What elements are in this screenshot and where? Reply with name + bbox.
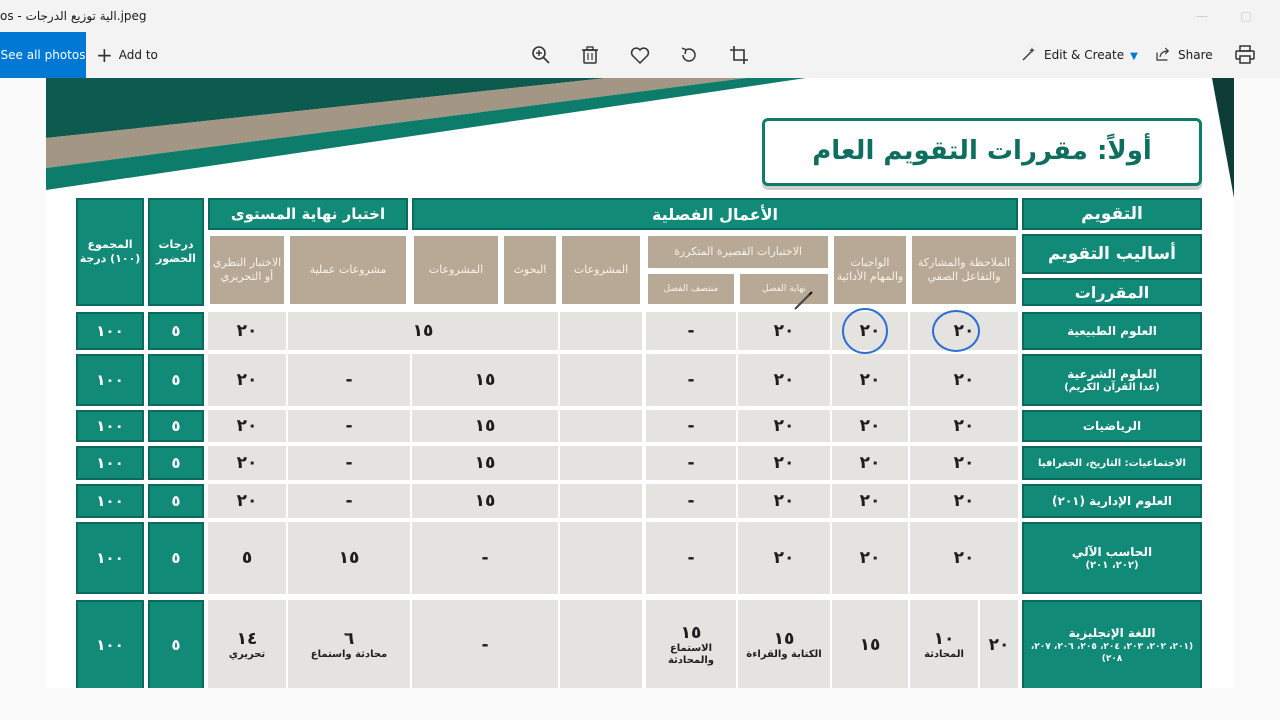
table-cell: ٢٠ — [208, 484, 286, 518]
table-cell — [646, 600, 736, 688]
cell-value: ١٠ — [933, 629, 955, 649]
table-cell: ٢٠ — [832, 354, 908, 406]
header-methods: أساليب التقويم — [1022, 234, 1202, 274]
table-cell: ١٥ — [412, 446, 558, 480]
toolbar — [0, 32, 1280, 78]
cell-value: ١٥ — [680, 623, 702, 643]
table-cell: ٥ — [148, 484, 204, 518]
title-bar — [0, 0, 1280, 32]
header-research: البحوث — [502, 234, 558, 306]
see-all-photos-button[interactable]: See all photos — [0, 32, 86, 78]
delete-icon[interactable] — [578, 43, 602, 67]
table-cell — [910, 600, 978, 688]
table-cell — [288, 600, 410, 688]
table-cell: ١٥ — [412, 410, 558, 442]
add-to-label: Add to — [118, 48, 158, 62]
maximize-icon[interactable]: ▢ — [1240, 9, 1252, 23]
decorative-corner — [1204, 78, 1234, 198]
table-cell: ٢٠ — [208, 446, 286, 480]
table-cell: ٥ — [148, 522, 204, 594]
header-projects-1: المشروعات — [560, 234, 642, 306]
table-cell: ٢٠ — [832, 312, 908, 350]
table-cell — [560, 446, 642, 480]
edit-create-icon — [1020, 45, 1038, 63]
print-icon[interactable] — [1233, 43, 1257, 67]
header-final-exam: اختبار نهاية المستوى — [208, 198, 408, 230]
header-theory-test: الاختبار النظري أو التحريري — [208, 234, 286, 306]
course-name: اللغة الإنجليزية — [1068, 625, 1156, 640]
cell-label: الكتابة والقراءة — [746, 649, 822, 660]
table-cell: - — [288, 410, 410, 442]
table-cell: ٢٠ — [208, 312, 286, 350]
table-cell — [560, 354, 642, 406]
decorative-bands — [46, 78, 806, 198]
course-sharia-sciences — [1022, 354, 1202, 406]
table-cell — [560, 410, 642, 442]
table-cell: ١٠٠ — [76, 354, 144, 406]
table-cell — [560, 600, 642, 688]
cell-value: ١٥ — [773, 629, 795, 649]
table-cell: ٢٠ — [910, 410, 1018, 442]
course-natural-sciences: العلوم الطبيعية — [1022, 312, 1202, 350]
table-cell — [560, 312, 642, 350]
table-cell: ٢٠ — [832, 410, 908, 442]
share-label: Share — [1178, 48, 1213, 62]
table-cell: - — [412, 522, 558, 594]
header-attendance: درجات الحضور — [148, 198, 204, 306]
table-cell: - — [412, 600, 558, 688]
table-cell: ٢٠ — [910, 312, 1018, 350]
cell-label: الاستماع والمحادثة — [667, 643, 714, 666]
table-cell: ٢٠ — [832, 484, 908, 518]
table-cell: ١٠٠ — [76, 312, 144, 350]
window-title: os - الية توزيع الدرجات.jpeg — [0, 9, 147, 23]
crop-icon[interactable] — [727, 43, 751, 67]
share-button[interactable] — [1154, 32, 1213, 78]
chevron-down-icon: ▼ — [1130, 51, 1138, 62]
table-cell: ١٠٠ — [76, 446, 144, 480]
table-cell: - — [646, 312, 736, 350]
table-cell: - — [646, 410, 736, 442]
table-cell: - — [646, 354, 736, 406]
rotate-icon[interactable] — [677, 43, 701, 67]
course-mathematics: الرياضيات — [1022, 410, 1202, 442]
cell-value: ١٤ — [236, 629, 258, 649]
table-cell: ١٠٠ — [76, 522, 144, 594]
ink-circle-annotation — [842, 308, 888, 354]
table-cell: ٢٠ — [910, 522, 1018, 594]
table-cell: ٥ — [148, 354, 204, 406]
table-cell: ٢٠ — [208, 354, 286, 406]
table-cell: ١٥ — [832, 600, 908, 688]
header-short-first: منتصف الفصل — [646, 272, 736, 306]
table-cell: ١٥ — [412, 354, 558, 406]
course-note: (٢٠١، ٢٠٢، ٢٠٣، ٢٠٤، ٢٠٥، ٢٠٦، ٢٠٧، ٢٠٨) — [1030, 641, 1194, 664]
table-cell: ٥ — [208, 522, 286, 594]
edit-create-label: Edit & Create — [1044, 48, 1125, 62]
table-cell: ٢٠ — [832, 522, 908, 594]
table-cell: - — [646, 522, 736, 594]
table-cell: ٥ — [148, 312, 204, 350]
course-name: العلوم الشرعية — [1067, 366, 1157, 381]
table-cell: ١٠٠ — [76, 484, 144, 518]
course-name: الحاسب الآلي — [1071, 544, 1153, 559]
header-total: المجموع (١٠٠) درجة — [76, 198, 144, 306]
table-cell-merged: ١٥ — [288, 312, 558, 350]
document-title-box — [762, 118, 1202, 186]
table-cell: - — [288, 484, 410, 518]
plus-icon: + — [96, 43, 113, 67]
cell-label: المحادثة — [924, 649, 964, 660]
pen-cursor-icon — [792, 290, 814, 312]
table-cell: ٢٠ — [738, 522, 830, 594]
header-short-tests: الاختبارات القصيرة المتكررة — [646, 234, 830, 270]
table-cell — [560, 484, 642, 518]
table-cell: ٢٠ — [832, 446, 908, 480]
header-courses: المقررات — [1022, 278, 1202, 306]
table-cell — [738, 600, 830, 688]
cell-value: ٦ — [343, 629, 355, 649]
course-note: (عدا القرآن الكريم) — [1064, 381, 1160, 393]
cell-label: تحريري — [228, 649, 266, 660]
table-cell: ٢٠ — [738, 354, 830, 406]
header-short-second: نهاية الفصل — [738, 272, 830, 306]
favorite-heart-icon[interactable] — [628, 43, 652, 67]
table-cell: ١٥ — [288, 522, 410, 594]
course-administrative-sciences: العلوم الإدارية (٢٠١) — [1022, 484, 1202, 518]
table-cell — [208, 600, 286, 688]
table-cell: ١٠٠ — [76, 600, 144, 688]
table-cell: - — [646, 446, 736, 480]
minimize-icon[interactable]: — — [1196, 9, 1208, 23]
table-cell: - — [646, 484, 736, 518]
table-cell: ٢٠ — [910, 484, 1018, 518]
document-title: أولاً: مقررات التقويم العام — [812, 136, 1152, 166]
header-homework: الواجبات والمهام الأدائية — [832, 234, 908, 306]
table-cell: ٢٠ — [910, 354, 1018, 406]
table-cell: ٢٠ — [738, 410, 830, 442]
course-social-studies: الاجتماعيات: التاريخ، الجغرافيا — [1022, 446, 1202, 480]
table-cell: ١٠٠ — [76, 410, 144, 442]
table-cell: - — [288, 446, 410, 480]
header-observation: الملاحظة والمشاركة والتفاعل الصفي — [910, 234, 1018, 306]
table-cell: ١٥ — [412, 484, 558, 518]
add-to-button[interactable] — [96, 32, 158, 78]
table-cell: ٢٠ — [980, 600, 1018, 688]
table-cell: ٥ — [148, 446, 204, 480]
table-cell: - — [288, 354, 410, 406]
header-taqweem: التقويم — [1022, 198, 1202, 230]
ink-circle-annotation — [932, 310, 980, 352]
table-cell: ٢٠ — [208, 410, 286, 442]
course-english — [1022, 600, 1202, 688]
table-cell: ٥ — [148, 410, 204, 442]
table-cell: ٢٠ — [738, 312, 830, 350]
table-cell — [560, 522, 642, 594]
header-coursework: الأعمال الفصلية — [412, 198, 1018, 230]
table-cell: ٢٠ — [738, 446, 830, 480]
table-cell: ٥ — [148, 600, 204, 688]
course-computer — [1022, 522, 1202, 594]
document-image — [46, 78, 1234, 688]
cell-label: محادثة واستماع — [310, 649, 388, 660]
header-practical-projects: مشروعات عملية — [288, 234, 408, 306]
edit-create-button[interactable] — [1020, 32, 1138, 78]
zoom-in-icon[interactable] — [529, 43, 553, 67]
table-cell: ٢٠ — [738, 484, 830, 518]
table-cell: ٢٠ — [910, 446, 1018, 480]
course-note: (٢٠٢، ٢٠١) — [1085, 559, 1139, 571]
header-projects-2: المشروعات — [412, 234, 500, 306]
share-icon — [1154, 45, 1172, 63]
